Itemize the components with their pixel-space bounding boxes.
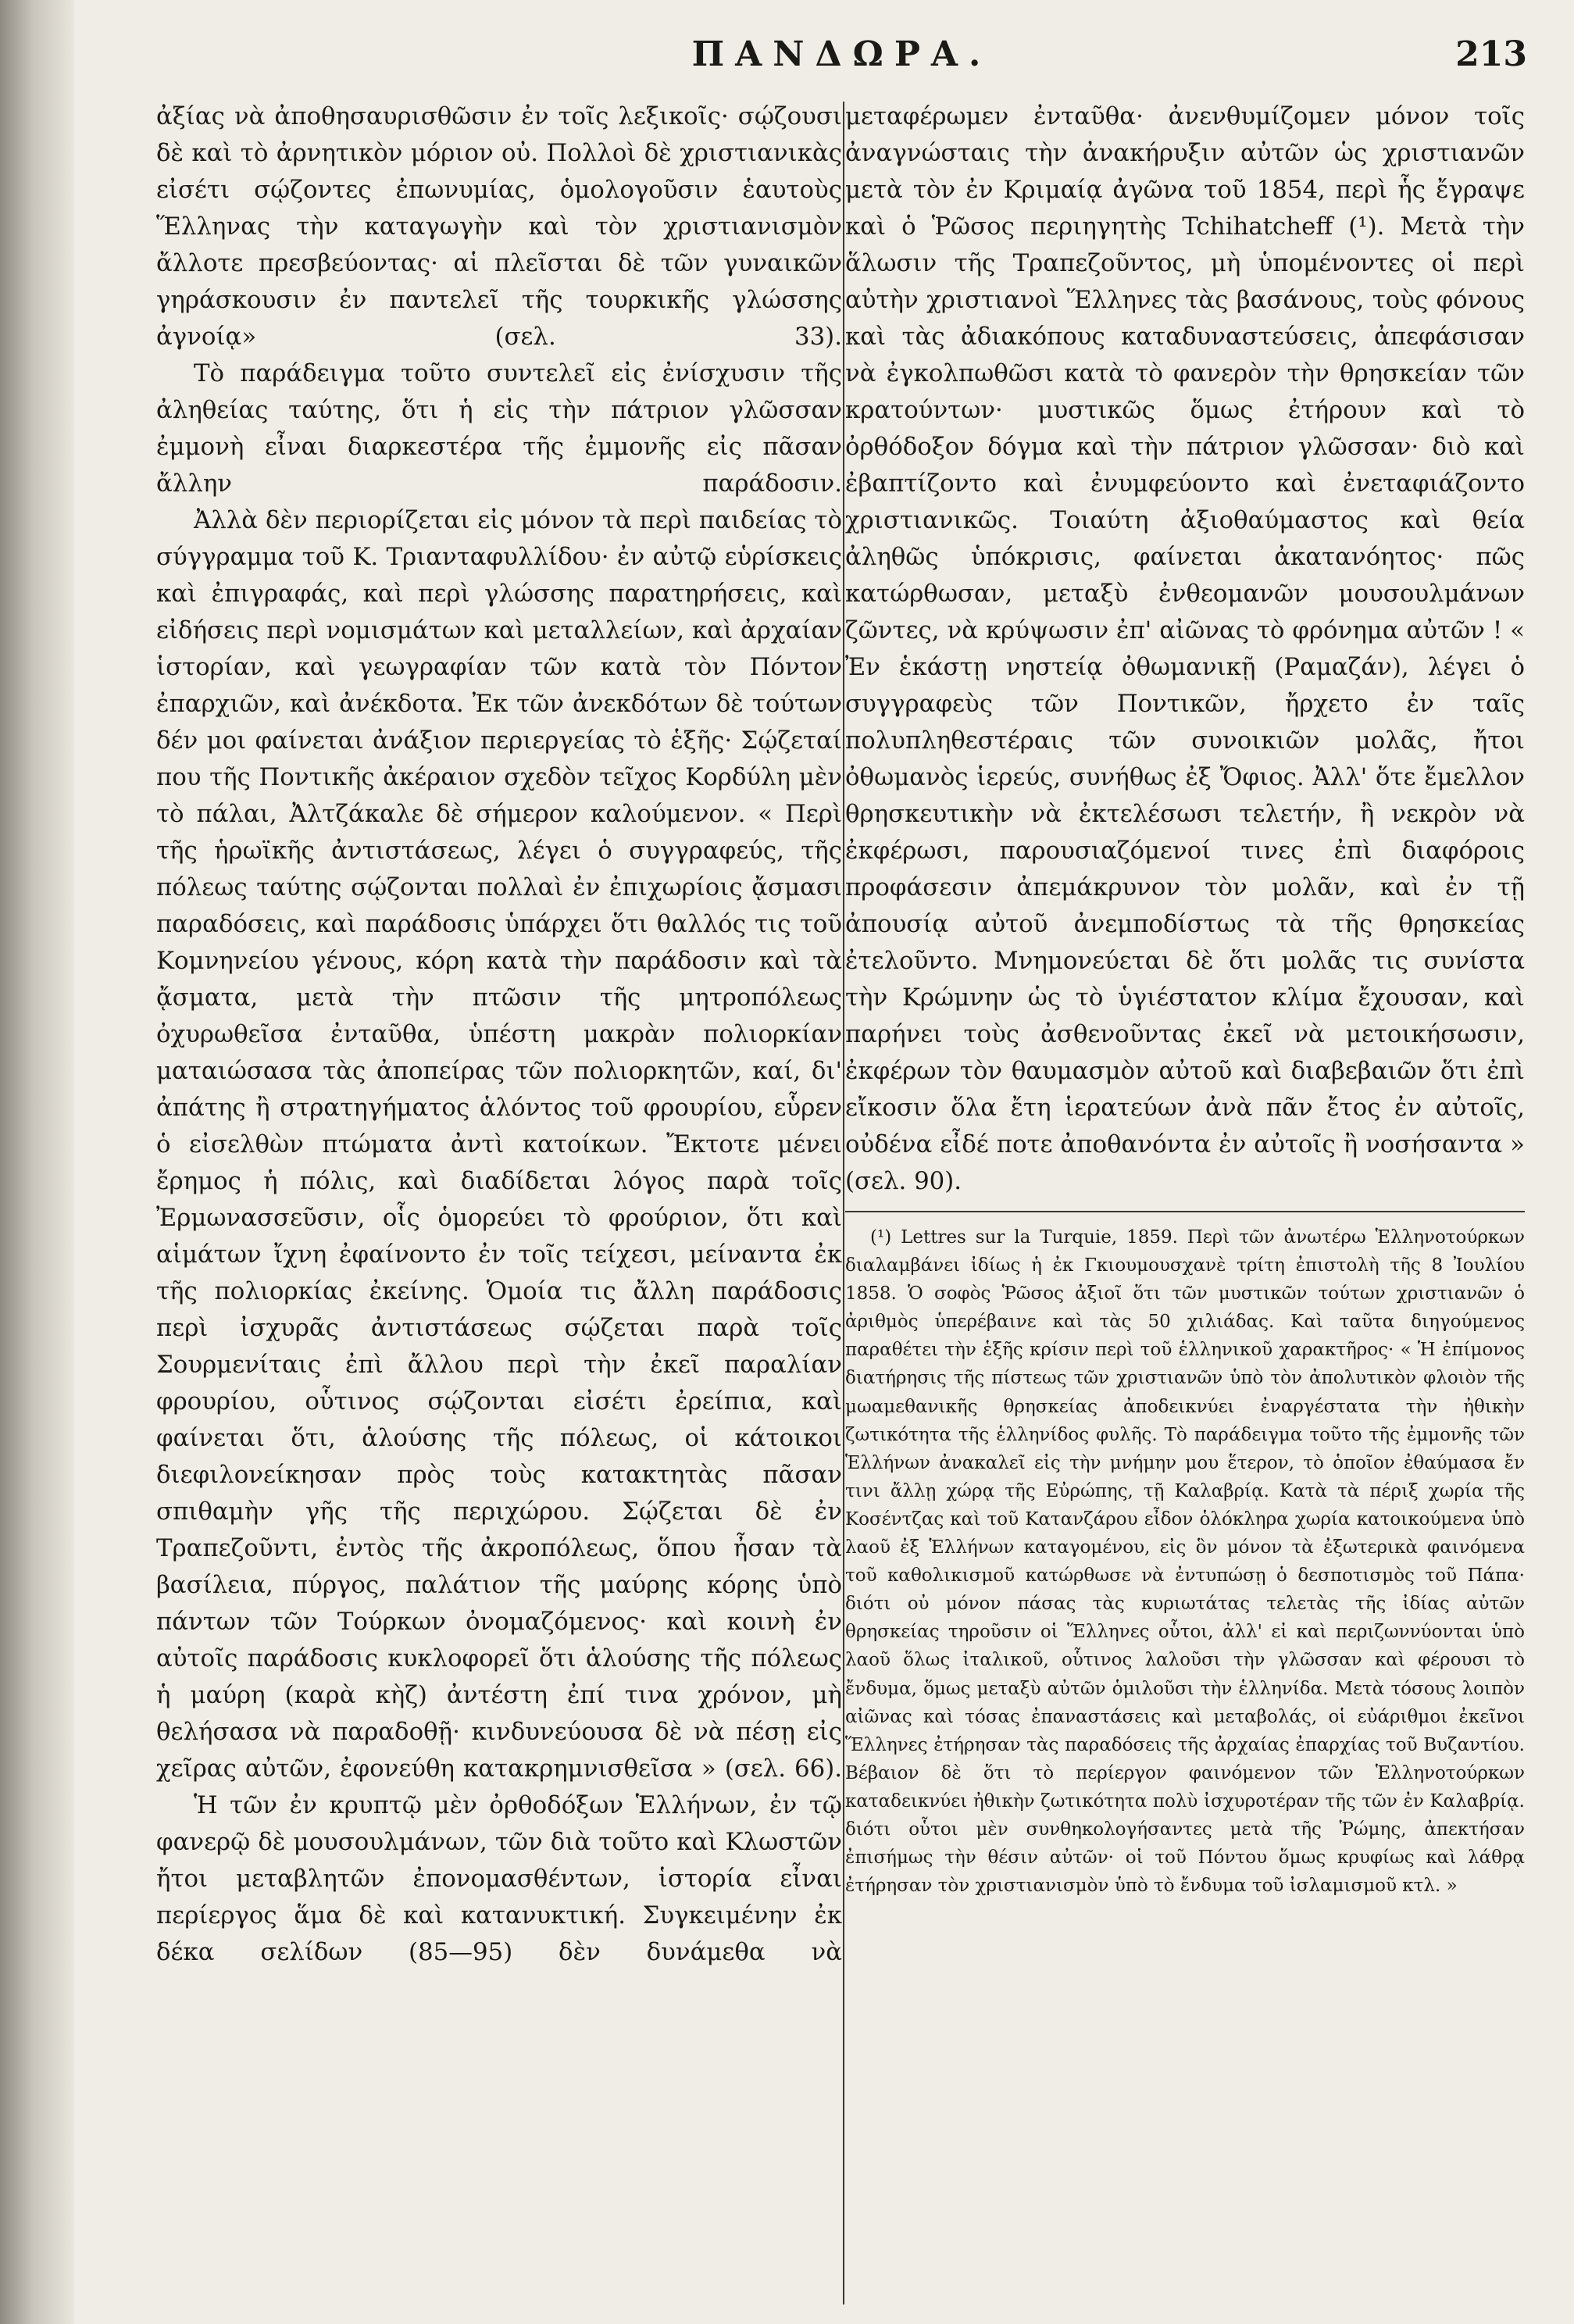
paragraph: Ἀλλὰ δὲν περιορίζεται εἰς μόνον τὰ περὶ παιδείας τὸ σύγγραμμα τοῦ Κ. Τριανταφυλλίδου· ἐν αὐτῷ εὑρίσκεις καὶ ἐπιγραφάς, καὶ περὶ γλώσσης παρατηρήσεις, καὶ εἰδήσεις περὶ νομισμάτων καὶ μεταλλείων, καὶ ἀρχαίαν ἱστορίαν, καὶ γεωγραφίαν τῶν κατὰ τὸν Πόντον ἐπαρχιῶν, καὶ ἀνέκδοτα. Ἐκ τῶν ἀνεκδότων δὲ τούτων δέν μοι φαίνεται ἀνάξιον περιεργείας τὸ ἑξῆς· Σῴζεταί που τῆς Ποντικῆς ἀκέραιον σχεδὸν τεῖχος Κορδύλη μὲν τὸ πάλαι, Ἀλτζάκαλε δὲ σήμερον καλούμενον. « Περὶ τῆς ἡρωϊκῆς ἀντιστάσεως, λέγει ὁ συγγραφεύς, τῆς πόλεως ταύτης σῴζονται πολλαὶ ἐν ἐπιχωρίοις ᾄσμασι παραδόσεις, καὶ παράδοσις ὑπάρχει ὅτι θαλλός τις τοῦ Κομνηνείου γένους, κόρη κατὰ τὴν παράδοσιν καὶ τὰ ᾄσματα, μετὰ τὴν πτῶσιν τῆς μητροπόλεως ὀχυρωθεῖσα ἐνταῦθα, ὑπέστη μακρὰν πολιορκίαν ματαιώσασα τὰς ἀποπείρας τῶν πολιορκητῶν, καί, δι' ἀπάτης ἢ στρατηγήματος ἁλόντος τοῦ φρουρίου, εὗρεν ὁ εἰσελθὼν πτώματα ἀντὶ κατοίκων. Ἔκτοτε μένει ἔρημος ἡ πόλις, καὶ διαδίδεται λόγος παρὰ τοῖς Ἐρμωνασσεῦσιν, οἷς ὁμορεύει τὸ φρούριον, ὅτι καὶ αἱμάτων ἴχνη ἐφαίνοντο ἐν τοῖς τείχεσι, μείναντα ἐκ τῆς πολιορκίας ἐκείνης. Ὁμοία τις ἄλλη παράδοσις περὶ ἰσχυρᾶς ἀντιστάσεως σῴζεται παρὰ τοῖς Σουρμενίταις ἐπὶ ἄλλου περὶ τὴν ἐκεῖ παραλίαν φρουρίου, οὗτινος σῴζονται εἰσέτι ἐρείπια, καὶ φαίνεται ὅτι, ἁλούσης τῆς πόλεως, οἱ κάτοικοι διεφιλονείκησαν πρὸς τοὺς κατακτητὰς πᾶσαν σπιθαμὴν γῆς τῆς περιχώρου. Σῴζεται δὲ ἐν Τραπεζοῦντι, ἐντὸς τῆς ἀκροπόλεως, ὅπου ἦσαν τὰ βασίλεια, πύργος, παλάτιον τῆς μαύρης κόρης ὑπὸ πάντων τῶν Τούρκων ὀνομαζόμενος· καὶ κοινὴ ἐν αὐτοῖς παράδοσις κυκλοφορεῖ ὅτι ἁλούσης τῆς πόλεως ἡ μαύρη (καρὰ κὴζ) ἀντέστη ἐπί τινα χρόνον, μὴ θελήσασα νὰ παραδοθῇ· κινδυνεύουσα δὲ νὰ πέσῃ εἰς χεῖρας αὐτῶν, ἐφονεύθη κατακρημνισθεῖσα » (σελ. 66). <box>156 506 842 1783</box>
paragraph: Ἡ τῶν ἐν κρυπτῷ μὲν ὀρθοδόξων Ἑλλήνων, ἐν τῷ φανερῷ δὲ μουσουλμάνων, τῶν διὰ τοῦτο καὶ Κλωστῶν ἤτοι μεταβλητῶν ἐπονομασθέντων, ἱστορία εἶναι περίεργος ἅμα δὲ καὶ κατανυκτική. Συγκειμένην ἐκ δέκα σελίδων (85—95) δὲν δυνάμεθα νὰ <box>156 1791 842 1966</box>
footnote-text: (¹) Lettres sur la Turquie, 1859. Περὶ τῶν ἀνωτέρω Ἑλληνοτούρκων διαλαμβάνει ἰδίως ἡ ἐκ Γκιουμουσχανὲ τρίτη ἐπιστολὴ τῆς 8 Ἰουλίου 1858. Ὁ σοφὸς Ῥῶσος ἀξιοῖ ὅτι τῶν μυστικῶν τούτων χριστιανῶν ὁ ἀριθμὸς ὑπερέβαινε καὶ τὰς 50 χιλιάδας. Καὶ ταῦτα διηγούμενος παραθέτει τὴν ἑξῆς κρίσιν περὶ τοῦ ἑλληνικοῦ χαρακτῆρος· « Ἡ ἐπίμονος διατήρησις τῆς πίστεως τῶν χριστιανῶν ὑπὸ τὸν ἀπολυτικὸν φλοιὸν τῆς μωαμεθανικῆς θρησκείας ἀποδεικνύει ἐναργέστατα τὴν ἠθικὴν ζωτικότητα τῆς ἑλληνίδος φυλῆς. Τὸ παράδειγμα τοῦτο τῆς ἐμμονῆς τῶν Ἑλλήνων ἀνακαλεῖ εἰς τὴν μνήμην μου ἕτερον, τὸ ὁποῖον ἐθαύμασα ἔν τινι ἄλλῃ χώρᾳ τῆς Εὐρώπης, τῇ Καλαβρίᾳ. Κατὰ τὰ πέριξ χωρία τῆς Κοσέντζας καὶ τοῦ Κατανζάρου εἶδον ὁλόκληρα χωρία κατοικούμενα ὑπὸ λαοῦ ἐξ Ἑλλήνων καταγομένου, εἰς ὃν μόνον τὰ ἐξωτερικὰ φαινόμενα τοῦ καθολικισμοῦ κατώρθωσε νὰ ἐντυπώσῃ ὁ δεσποτισμὸς τοῦ Πάπα· διότι οὐ μόνον πάσας τὰς κυριωτάτας τελετὰς τῆς ἰδίας αὐτῶν θρησκείας τηροῦσιν οἱ Ἕλληνες οὗτοι, ἀλλ' εἰ καὶ περιζωννύονται ὑπὸ λαοῦ ὅλως ἰταλικοῦ, οὗτινος λαλοῦσι τὴν γλῶσσαν καὶ φέρουσι τὸ ἔνδυμα, ὅμως μεταξὺ αὐτῶν ὁμιλοῦσι τὴν ἑλληνίδα. Μετὰ τόσους λοιπὸν αἰῶνας καὶ τόσας ἐπαναστάσεις καὶ μεταβολάς, οἱ εὐάριθμοι ἐκεῖνοι Ἕλληνες ἐτήρησαν τὰς παραδόσεις τῆς ἀρχαίας ἐπαρχίας τοῦ Βυζαντίου. Βέβαιον δὲ ὅτι τὸ περίεργον φαινόμενον τῶν Ἑλληνοτούρκων καταδεικνύει ἠθικὴν ζωτικότητα πολὺ ἰσχυροτέραν τῆς τῶν ἐν Καλαβρίᾳ. διότι οὗτοι μὲν συνθηκολογήσαντες μετὰ τῆς Ῥώμης, ἀπεκτήσαν ἐπισήμως τὴν θέσιν αὐτῶν· οἱ τοῦ Πόντου ὅμως κρυφίως καὶ λάθρᾳ ἐτήρησαν τὸν χριστιανισμὸν ὑπὸ τὸ ἔνδυμα τοῦ ἰσλαμισμοῦ κτλ. » <box>845 1227 1525 1897</box>
page-header <box>156 34 1527 89</box>
column-divider <box>843 102 844 2304</box>
footnote <box>845 1211 1525 1900</box>
left-column <box>156 98 842 1971</box>
paragraph: μεταφέρωμεν ἐνταῦθα· ἀνενθυμίζομεν μόνον τοῖς ἀναγνώσταις τὴν ἀνακήρυξιν αὐτῶν ὡς χριστιανῶν μετὰ τὸν ἐν Κριμαίᾳ ἀγῶνα τοῦ 1854, περὶ ἧς ἔγραψε καὶ ὁ Ῥῶσος περιηγητὴς Tchihatcheff (¹). Μετὰ τὴν ἅλωσιν τῆς Τραπεζοῦντος, μὴ ὑπομένοντες οἱ περὶ αὐτὴν χριστιανοὶ Ἕλληνες τὰς βασάνους, τοὺς φόνους καὶ τὰς ἀδιακόπους καταδυναστεύσεις, ἀπεφάσισαν νὰ ἐγκολπωθῶσι κατὰ τὸ φανερὸν τὴν θρησκείαν τῶν κρατούντων· μυστικῶς ὅμως ἐτήρουν καὶ τὸ ὀρθόδοξον δόγμα καὶ τὴν πάτριον γλῶσσαν· διὸ καὶ ἐβαπτίζοντο καὶ ἐνυμφεύοντο καὶ ἐνεταφιάζοντο χριστιανικῶς. Τοιαύτη ἀξιοθαύμαστος καὶ θεία ἀληθῶς ὑπόκρισις, φαίνεται ἀκατανόητος· πῶς κατώρθωσαν, μεταξὺ ἐνθεομανῶν μουσουλμάνων ζῶντες, νὰ κρύψωσιν ἐπ' αἰῶνας τὸ φρόνημα αὐτῶν ! « Ἐν ἑκάστῃ νηστείᾳ ὀθωμανικῇ (Ραμαζάν), λέγει ὁ συγγραφεὺς τῶν Ποντικῶν, ἤρχετο ἐν ταῖς πολυπληθεστέραις τῶν συνοικιῶν μολᾶς, ἤτοι ὀθωμανὸς ἱερεύς, συνήθως ἐξ Ὄφιος. Ἀλλ' ὅτε ἔμελλον θρησκευτικὴν νὰ ἐκτελέσωσι τελετήν, ἢ νεκρὸν νὰ ἐκφέρωσι, παρουσιαζόμενοί τινες ἐπὶ διαφόροις προφάσεσιν ἀπεμάκρυνον τὸν μολᾶν, καὶ ἐν τῇ ἀπουσίᾳ αὐτοῦ ἀνεμποδίστως τὰ τῆς θρησκείας ἐτελοῦντο. Μνημονεύεται δὲ ὅτι μολᾶς τις συνίστα τὴν Κρώμνην ὡς τὸ ὑγιέστατον κλίμα ἔχουσαν, καὶ παρήνει τοὺς ἀσθενοῦντας ἐκεῖ νὰ μετοικήσωσιν, ἐκφέρων τὸν θαυμασμὸν αὐτοῦ καὶ διαβεβαιῶν ὅτι ἐπὶ εἴκοσιν ὅλα ἔτη ἱερατεύων ἀνὰ πᾶν ἔτος ἐν αὐτοῖς, οὐδένα εἶδέ ποτε ἀποθανόντα ἐν αὐτοῖς ἢ νοσήσαντα » (σελ. 90). <box>845 102 1525 1195</box>
binding-gutter-shadow <box>0 0 74 2324</box>
right-column <box>845 98 1525 1900</box>
page-number: 213 <box>1455 34 1527 74</box>
running-title: ΠΑΝΔΩΡΑ. <box>691 34 992 74</box>
paragraph: Τὸ παράδειγμα τοῦτο συντελεῖ εἰς ἐνίσχυσιν τῆς ἀληθείας ταύτης, ὅτι ἡ εἰς τὴν πάτριον γλῶσσαν ἐμμονὴ εἶναι διαρκεστέρα τῆς ἐμμονῆς εἰς πᾶσαν ἄλλην παράδοσιν. <box>156 359 842 498</box>
paragraph: ἀξίας νὰ ἀποθησαυρισθῶσιν ἐν τοῖς λεξικοῖς· σῴζουσι δὲ καὶ τὸ ἀρνητικὸν μόριον οὐ. Πολλοὶ δὲ χριστιανικὰς εἰσέτι σῴζοντες ἐπωνυμίας, ὁμολογοῦσιν ἑαυτοὺς Ἕλληνας τὴν καταγωγὴν καὶ τὸν χριστιανισμὸν ἄλλοτε πρεσβεύοντας· αἱ πλεῖσται δὲ τῶν γυναικῶν γηράσκουσιν ἐν παντελεῖ τῆς τουρκικῆς γλώσσης ἀγνοίᾳ» (σελ. 33). <box>156 102 842 351</box>
